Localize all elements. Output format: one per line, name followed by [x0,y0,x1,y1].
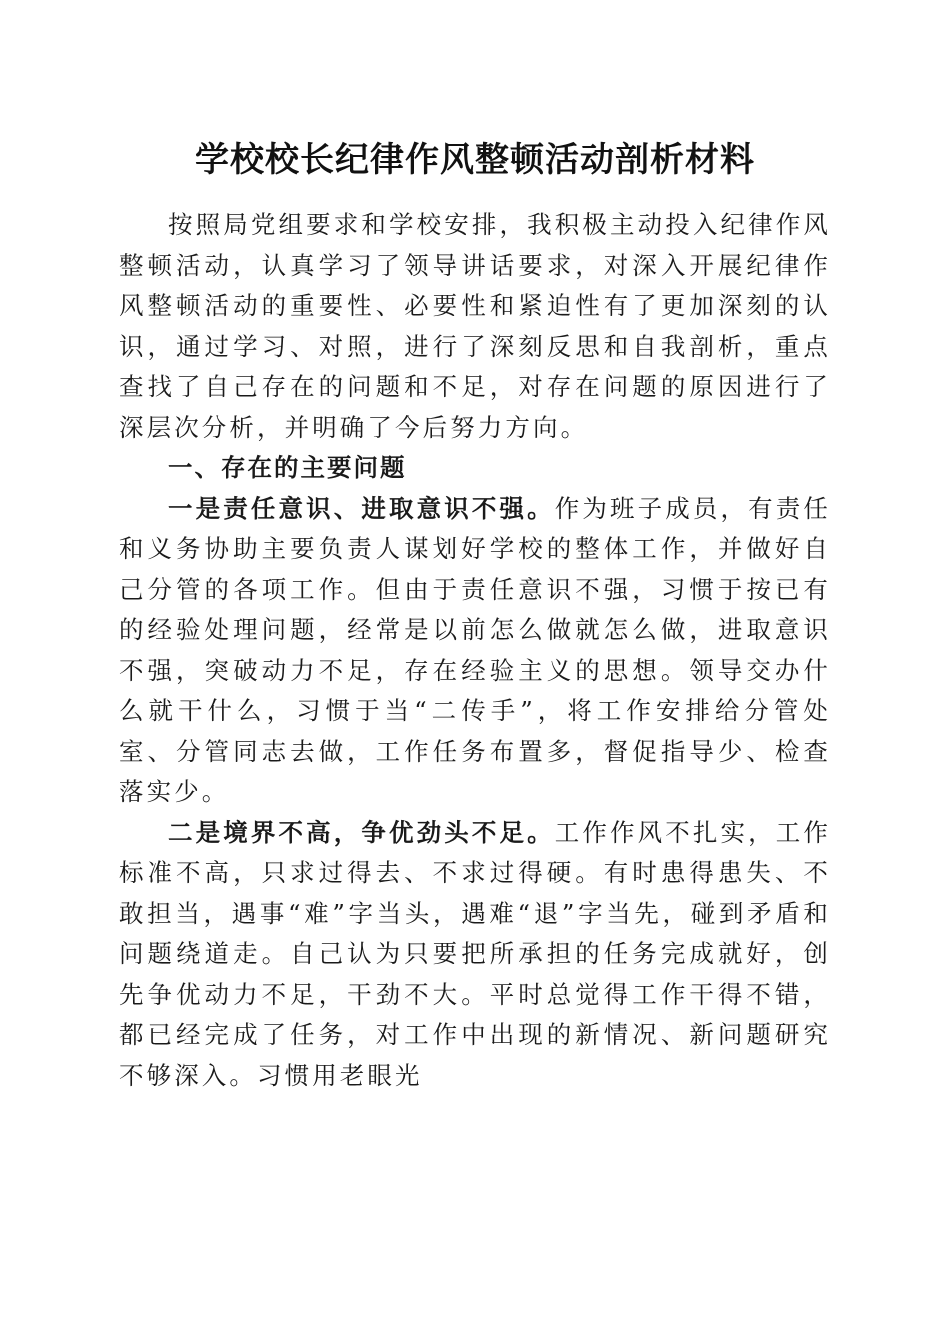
document-title: 学校校长纪律作风整顿活动剖析材料 [195,140,755,180]
problem-2-text: 工作作风不扎实，工作标准不高，只求过得去、不求过得硬。有时患得患失、不敢担当，遇事“难”字当头，遇难“退”字当先，碰到矛盾和问题绕道走。自己认为只要把所承担的任务完成就好，创先争优动力不足，干劲不大。平时总觉得工作干得不错，都已经完成了任务，对工作中出现的新情况、新问题研究不够深入。习惯用老眼光 [119,817,831,1090]
problem-1-text: 作为班子成员，有责任和义务协助主要负责人谋划好学校的整体工作，并做好自己分管的各项工作。但由于责任意识不强，习惯于按已有的经验处理问题，经常是以前怎么做就怎么做，进取意识不强，突破动力不足，存在经验主义的思想。领导交办什么就干什么，习惯于当“二传手”，将工作安排给分管处室、分管同志去做，工作任务布置多，督促指导少、检查落实少。 [119,493,831,806]
section-heading-problems: 一、存在的主要问题 [168,453,407,482]
problem-1-lead: 一是责任意识、进取意识不强。 [168,493,555,523]
document-body [119,205,831,1096]
problem-paragraph-1 [119,489,831,813]
problem-2-lead: 二是境界不高，争优劲头不足。 [168,817,555,847]
intro-paragraph: 按照局党组要求和学校安排，我积极主动投入纪律作风整顿活动，认真学习了领导讲话要求，对深入开展纪律作风整顿活动的重要性、必要性和紧迫性有了更加深刻的认识，通过学习、对照，进行了深刻反思和自我剖析，重点查找了自己存在的问题和不足，对存在问题的原因进行了深层次分析，并明确了今后努力方向。 [119,210,831,442]
problem-paragraph-2 [119,813,831,1097]
